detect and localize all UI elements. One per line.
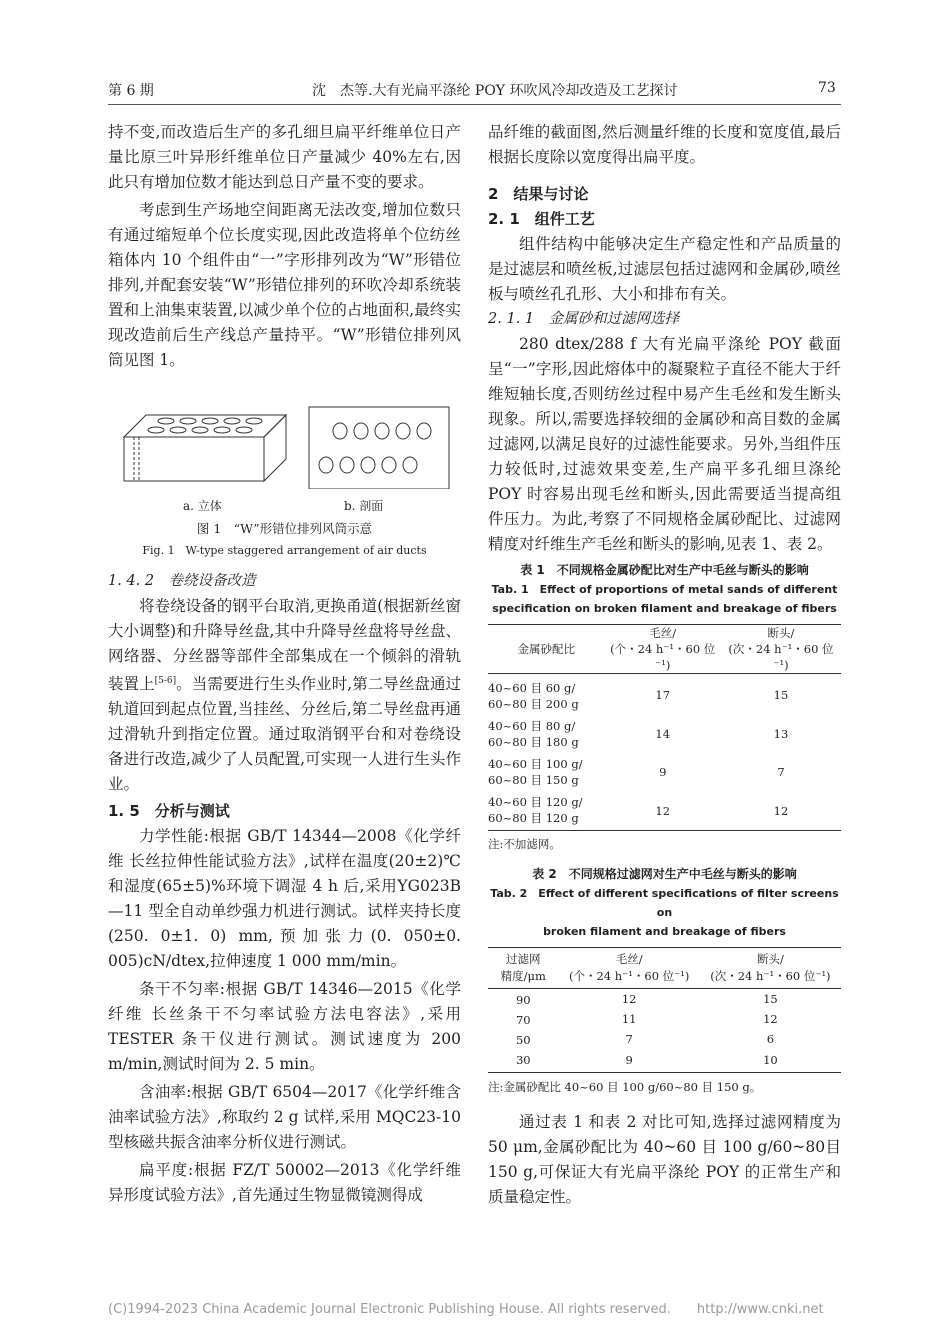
column-header-line: (个・24 h⁻¹・60 位⁻¹) [610, 642, 716, 672]
cell-line: 60~80 目 200 g [488, 697, 579, 711]
duct-section-drawing [309, 407, 449, 489]
column-header [721, 625, 841, 674]
table-row [488, 753, 841, 791]
table-cell: 13 [773, 727, 789, 741]
paragraph: 条干不匀率:根据 GB/T 14346—2015《化学纤维 长丝条干不匀率试验方法电容法》,采用TESTER 条干仪进行测试。测试速度为 200 m/min,测试时间为 2. 5 min。 [108, 980, 461, 1074]
column-header-line: 过滤网 [506, 952, 541, 966]
figure-caption-cn: 图 1 “W”形错位排列风筒示意 [196, 521, 373, 536]
paragraph: 考虑到生产场地空间距离无法改变,增加位数只有通过缩短单个位长度实现,因此改造将单个位纺丝箱体内 10 个组件由“一”字形排列改为“W”形错位排列,并配套安装“W”形错位排列的环吹冷却系统装置和上油集束装置,以减少单个位的占地面积,最终实现改造前后生产线总产量持平。“W”形错位排列风筒见图 1。 [108, 201, 461, 369]
column-header: 金属砂配比 [517, 642, 575, 656]
table-cell: 30 [515, 1053, 531, 1067]
figure-label-a: a. 立体 [183, 499, 222, 513]
table-1 [488, 561, 841, 853]
paragraph: 组件结构中能够决定生产稳定性和产品质量的是过滤层和喷丝板,过滤层包括过滤网和金属砂,喷丝板与喷丝孔孔形、大小和排布有关。 [488, 235, 841, 303]
column-header-line: 断头/ [767, 626, 795, 640]
table-caption-en: Tab. 2 Effect of different specifications of filter screens on [490, 887, 839, 919]
table-row [488, 1049, 841, 1073]
table-note: 注:金属砂配比 40~60 目 100 g/60~80 目 150 g。 [488, 1080, 762, 1094]
column-header-line: (次・24 h⁻¹・60 位⁻¹) [710, 969, 831, 983]
table-cell [488, 715, 604, 753]
table-cell: 70 [515, 1013, 531, 1027]
table-cell: 11 [621, 1011, 637, 1026]
table-caption-cn: 表 2 不同规格过滤网对生产中毛丝与断头的影响 [532, 867, 797, 881]
table-cell: 90 [515, 993, 531, 1007]
table-header-row [488, 625, 841, 674]
table-row [488, 1029, 841, 1049]
table-cell [488, 753, 604, 791]
cell-line: 40~60 目 100 g/ [488, 757, 583, 771]
figure-1 [108, 383, 461, 557]
cell-line: 40~60 目 120 g/ [488, 795, 583, 809]
section-heading: 1. 5 分析与测试 [108, 802, 230, 821]
header-rule [108, 104, 841, 105]
table-cell: 50 [515, 1033, 531, 1047]
column-header [559, 948, 700, 989]
table-cell: 17 [655, 687, 671, 702]
table-cell: 12 [763, 1011, 778, 1026]
table-cell: 7 [625, 1031, 633, 1046]
table-cell [488, 674, 604, 716]
paragraph: 品纤维的截面图,然后测量纤维的长度和宽度值,最后根据长度除以宽度得出扁平度。 [488, 123, 841, 166]
paragraph: 力学性能:根据 GB/T 14344—2008《化学纤维 长丝拉伸性能试验方法》,试样在温度(20±2)℃和湿度(65±5)%环境下调湿 4 h 后,采用YG023B—11 型全自动单纱强力机进行测试。试样夹持长度(250. 0±1. 0) mm,预加张力(0. 050±0. 005)cN/dtex,拉伸速度 1 000 mm/min。 [108, 827, 461, 971]
table-row [488, 715, 841, 753]
cell-line: 40~60 目 60 g/ [488, 681, 576, 695]
figure-1-drawing [108, 389, 461, 489]
running-title: 沈 杰等.大有光扁平涤纶 POY 环吹风冷却改造及工艺探讨 [312, 83, 678, 99]
table-cell: 6 [766, 1031, 775, 1046]
copyright-footer: (C)1994-2023 China Academic Journal Electronic Publishing House. All rights reserved. http://www.cnki.net [108, 1302, 824, 1317]
table-cell: 15 [763, 991, 778, 1006]
table-cell: 15 [773, 687, 789, 702]
figure-label-b: b. 剖面 [344, 499, 384, 513]
left-column [108, 120, 461, 1208]
table-cell: 10 [763, 1053, 778, 1067]
cell-line: 40~60 目 80 g/ [488, 719, 576, 733]
figure-caption-en: Fig. 1 W-type staggered arrangement of air ducts [142, 544, 427, 557]
table-cell: 12 [773, 803, 789, 818]
table-cell: 12 [655, 803, 671, 818]
page-number: 73 [818, 80, 836, 96]
paragraph: 通过表 1 和表 2 对比可知,选择过滤网精度为 50 μm,金属砂配比为 40~60 目 100 g/60~80目 150 g,可保证大有光扁平涤纶 POY 的正常生产和质量稳定性。 [488, 1113, 841, 1206]
paragraph: 扁平度:根据 FZ/T 50002—2013《化学纤维异形度试验方法》,首先通过生物显微镜测得成 [108, 1161, 461, 1205]
paragraph-text: 。当需要进行生头作业时,第二导丝盘通过轨道回到起点位置,当挂丝、分丝后,第二导丝盘再通过滑轨升到指定位置。通过取消钢平台和对卷绕设备进行改造,减少了人员配置,可实现一人进行生头作业。 [108, 675, 461, 794]
paragraph: 持不变,而改造后生产的多孔细旦扁平纤维单位日产量比原三叶异形纤维单位日产量减少 40%左右,因此只有增加位数才能达到总日产量不变的要求。 [108, 123, 461, 191]
table-caption-en: Tab. 1 Effect of proportions of metal sands of different [491, 583, 838, 596]
column-header [488, 948, 559, 989]
citation: [5-6] [154, 676, 177, 686]
section-heading: 2. 1 组件工艺 [488, 210, 595, 228]
table-2 [488, 865, 841, 1096]
paragraph: 含油率:根据 GB/T 6504—2017《化学纤维含油率试验方法》,称取约 2 g 试样,采用 MQC23-10 型核磁共振含油率分析仪进行测试。 [108, 1083, 461, 1152]
column-header-line: (次・24 h⁻¹・60 位⁻¹) [728, 642, 834, 672]
section-heading: 2 结果与讨论 [488, 185, 589, 203]
duct-3d-drawing [124, 415, 286, 481]
table-caption-cn: 表 1 不同规格金属砂配比对生产中毛丝与断头的影响 [520, 563, 809, 577]
table-cell [488, 791, 604, 831]
journal-issue: 第 6 期 [108, 83, 154, 99]
table-cell: 9 [659, 765, 667, 779]
cell-line: 60~80 目 180 g [488, 735, 579, 749]
cell-line: 60~80 目 150 g [488, 773, 579, 787]
table-cell: 7 [777, 765, 785, 779]
data-table [488, 947, 841, 1073]
table-row [488, 1009, 841, 1029]
column-header-line: 毛丝/ [615, 952, 643, 966]
column-header-line: 断头/ [756, 952, 784, 966]
paragraph: 280 dtex/288 f 大有光扁平涤纶 POY 截面呈“一”字形,因此熔体中的凝聚粒子直径不能大于纤维短轴长度,否则纺丝过程中易产生毛丝和发生断头现象。所以,需要选择较细的金属砂和高目数的金属过滤网,以满足良好的过滤性能要求。另外,当组件压力较低时,过滤效果变差,生产扁平多孔细旦涤纶 POY 时容易出现毛丝和断头,因此需要适当提高组件压力。为此,考察了不同规格金属砂配比、过滤网精度对纤维生产毛丝和断头的影响,见表 1、表 2。 [488, 335, 841, 553]
table-cell: 9 [625, 1053, 633, 1067]
table-row [488, 791, 841, 831]
section-heading: 2. 1. 1 金属砂和过滤网选择 [488, 311, 680, 327]
column-header-line: 毛丝/ [649, 626, 677, 640]
table-note: 注:不加滤网。 [488, 837, 561, 851]
paragraph [108, 594, 461, 797]
table-header-row [488, 948, 841, 989]
right-column [488, 120, 841, 1210]
table-cell: 12 [621, 991, 637, 1006]
table-row [488, 989, 841, 1010]
column-header-line: 精度/μm [500, 969, 546, 983]
column-header-line: (个・24 h⁻¹・60 位⁻¹) [569, 969, 690, 983]
section-heading: 1. 4. 2 卷绕设备改造 [108, 573, 256, 589]
column-header [604, 625, 720, 674]
paragraph-text: 将卷绕设备的钢平台取消,更换甬道(根据新丝窗大小调整)和升降导丝盘,其中升降导丝盘将导丝盘、网络器、分丝器等部件全部集成在一个倾斜的滑轨装置上 [108, 597, 461, 694]
table-caption-en: specification on broken filament and breakage of fibers [492, 602, 837, 615]
table-caption-en: broken filament and breakage of fibers [543, 925, 786, 938]
cell-line: 60~80 目 120 g [488, 811, 579, 825]
table-row [488, 674, 841, 716]
column-header [700, 948, 841, 989]
data-table [488, 624, 841, 831]
table-cell: 14 [655, 727, 671, 741]
